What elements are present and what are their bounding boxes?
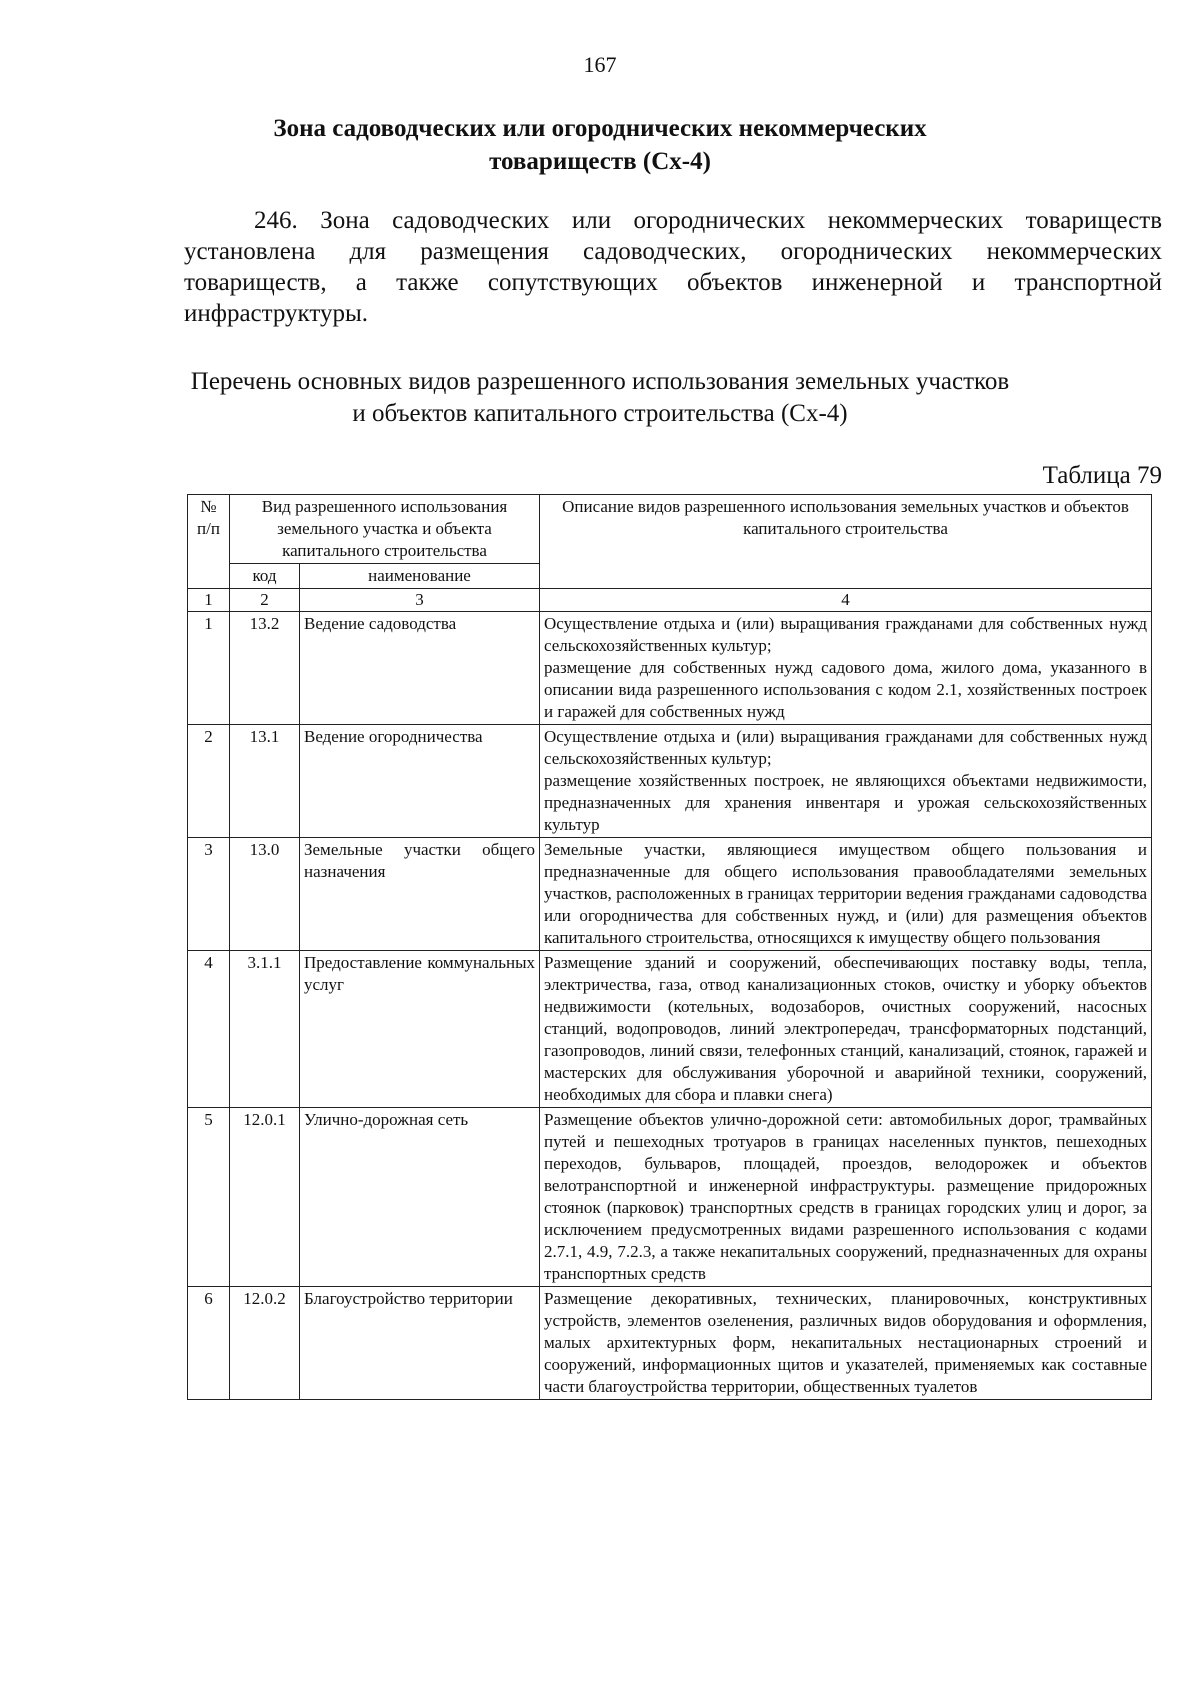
page-number: 167: [583, 52, 617, 77]
row-desc-line: Осуществление отдыха и (или) выращивания гражданами для собственных нужд сельскохозяйственных культур;: [544, 727, 1147, 768]
header-num: № п/п: [188, 495, 230, 589]
row-name: Земельные участки общего назначения: [300, 838, 540, 951]
table-row: [188, 951, 1152, 1108]
table-index-row: [188, 589, 1152, 612]
row-desc-line: Земельные участки, являющиеся имуществом общего пользования и предназначенные для общего использования правообладателями земельных участков, расположенных в границах территории ведения гражданами садоводства или огородничества для собственных нужд, и (или) для размещения объектов капитального строительства, относящихся к имуществу общего пользования: [544, 840, 1147, 947]
zone-title-line-1: Зона садоводческих или огороднических некоммерческих: [273, 115, 927, 142]
table-label: Таблица 79: [1042, 462, 1162, 489]
header-desc: Описание видов разрешенного использования земельных участков и объектов капитального строительства: [540, 495, 1152, 589]
row-code: 3.1.1: [230, 951, 300, 1108]
index-cell: 1: [188, 589, 230, 612]
row-code: 12.0.2: [230, 1287, 300, 1400]
row-num: 6: [188, 1287, 230, 1400]
list-title-line-1: Перечень основных видов разрешенного использования земельных участков: [190, 368, 1010, 395]
row-num: 5: [188, 1108, 230, 1287]
list-title: [0, 366, 1200, 430]
intro-paragraph-number: 246.: [254, 207, 298, 234]
zone-title-line-2: товариществ (Сх-4): [489, 148, 711, 175]
zone-title: [0, 112, 1200, 178]
row-code: 13.1: [230, 725, 300, 838]
intro-paragraph: [184, 205, 1162, 329]
row-name: Предоставление коммунальных услуг: [300, 951, 540, 1108]
header-code: код: [230, 564, 300, 589]
row-desc: [540, 1287, 1152, 1400]
row-name: Улично-дорожная сеть: [300, 1108, 540, 1287]
row-num: 4: [188, 951, 230, 1108]
row-name: Ведение огородничества: [300, 725, 540, 838]
table-header-row: [188, 495, 1152, 564]
list-title-line-2: и объектов капитального строительства (Сх-4): [352, 400, 848, 427]
index-cell: 3: [300, 589, 540, 612]
row-desc: [540, 951, 1152, 1108]
table-row: [188, 725, 1152, 838]
header-kind: Вид разрешенного использования земельного участка и объекта капитального строительства: [230, 495, 540, 564]
row-name: Ведение садоводства: [300, 612, 540, 725]
row-num: 3: [188, 838, 230, 951]
row-code: 13.2: [230, 612, 300, 725]
index-cell: 4: [540, 589, 1152, 612]
header-name: наименование: [300, 564, 540, 589]
table-row: [188, 1108, 1152, 1287]
row-code: 12.0.1: [230, 1108, 300, 1287]
permitted-use-table: [187, 494, 1152, 1400]
row-num: 2: [188, 725, 230, 838]
row-name: Благоустройство территории: [300, 1287, 540, 1400]
row-desc-line: Размещение зданий и сооружений, обеспечивающих поставку воды, тепла, электричества, газа, отвод канализационных стоков, очистку и уборку объектов недвижимости (котельных, водозаборов, очистных сооружений, насосных станций, водопроводов, линий электропередач, трансформаторных подстанций, газопроводов, линий связи, телефонных станций, канализаций, стоянок, гаражей и мастерских для обслуживания уборочной и аварийной техники, сооружений, необходимых для сбора и плавки снега): [544, 953, 1147, 1104]
row-desc-line: Осуществление отдыха и (или) выращивания гражданами для собственных нужд сельскохозяйственных культур;: [544, 614, 1147, 655]
row-desc-line: Размещение объектов улично-дорожной сети: автомобильных дорог, трамвайных путей и пешеходных тротуаров в границах населенных пунктов, пешеходных переходов, бульваров, площадей, проездов, велодорожек и объектов велотранспортной и инженерной инфраструктуры. размещение придорожных стоянок (парковок) транспортных средств в границах городских улиц и дорог, за исключением предусмотренных видами разрешенного использования с кодами 2.7.1, 4.9, 7.2.3, а также некапитальных сооружений, предназначенных для охраны транспортных средств: [544, 1110, 1147, 1283]
row-desc: [540, 612, 1152, 725]
row-desc: [540, 725, 1152, 838]
row-desc: [540, 838, 1152, 951]
table-row: [188, 1287, 1152, 1400]
index-cell: 2: [230, 589, 300, 612]
row-num: 1: [188, 612, 230, 725]
row-desc-line: Размещение декоративных, технических, планировочных, конструктивных устройств, элементов озеленения, различных видов оборудования и оформления, малых архитектурных форм, некапитальных нестационарных строений и сооружений, информационных щитов и указателей, применяемых как составные части благоустройства территории, общественных туалетов: [544, 1289, 1147, 1396]
intro-paragraph-text: Зона садоводческих или огороднических некоммерческих товариществ установлена для размещения садоводческих, огороднических некоммерческих товариществ, а также сопутствующих объектов инженерной и транспортной инфраструктуры.: [184, 207, 1162, 327]
row-desc-line: размещение хозяйственных построек, не являющихся объектами недвижимости, предназначенных для хранения инвентаря и урожая сельскохозяйственных культур: [544, 771, 1147, 834]
row-desc: [540, 1108, 1152, 1287]
table-row: [188, 838, 1152, 951]
row-desc-line: размещение для собственных нужд садового дома, жилого дома, указанного в описании вида разрешенного использования с кодом 2.1, хозяйственных построек и гаражей для собственных нужд: [544, 658, 1147, 721]
row-code: 13.0: [230, 838, 300, 951]
table-row: [188, 612, 1152, 725]
